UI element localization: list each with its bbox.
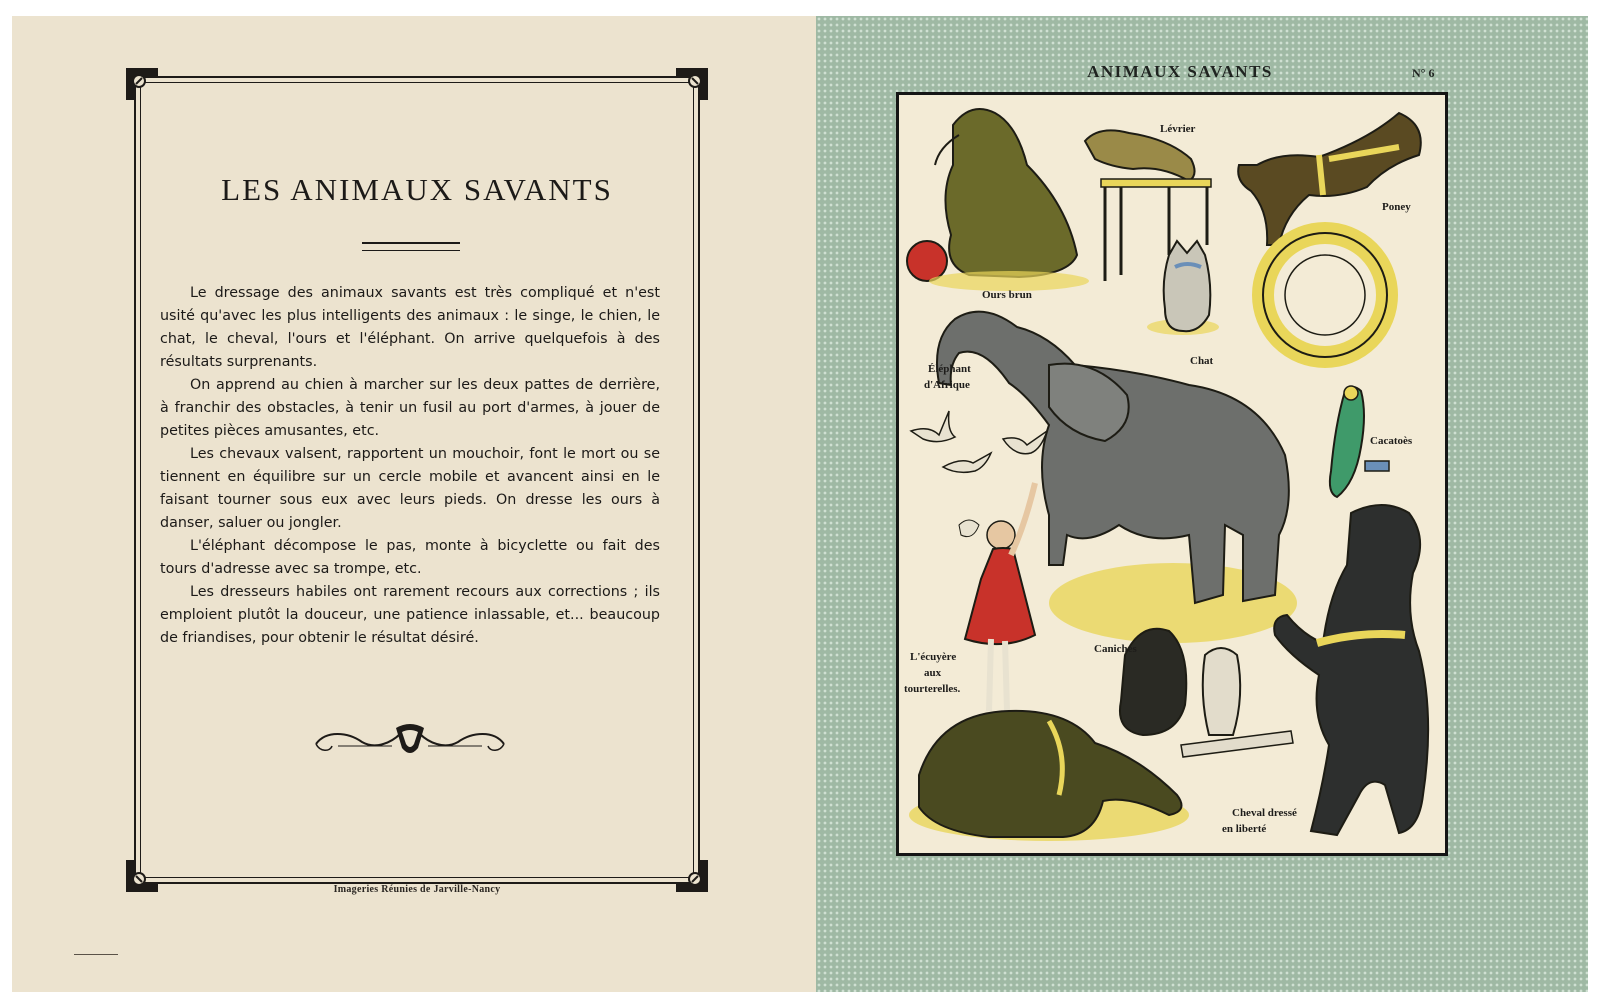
caption-ours: Ours brun <box>982 289 1032 301</box>
page-title: LES ANIMAUX SAVANTS <box>221 172 613 207</box>
paragraph: Les chevaux valsent, rapportent un mouchoir, font le mort ou se tiennent en équilibre sur un cercle mobile et avancent ainsi en le faisant tourner sous eux avec leurs pieds. On dresse les ours à danser, saluer ou jongler. <box>160 446 660 531</box>
publisher-credit: Imageries Réunies de Jarville-Nancy <box>333 884 501 895</box>
paragraph: L'éléphant décompose le pas, monte à bicyclette ou fait des tours d'adresse avec sa trompe, etc. <box>160 538 660 577</box>
cat-illustration <box>1147 241 1219 335</box>
paragraph: On apprend au chien à marcher sur les deux pattes de derrière, à franchir des obstacles, à tenir un fusil au port d'armes, à jouer de petites pièces amusantes, etc. <box>160 377 660 439</box>
caption-ecuyere-line3: tourterelles. <box>904 683 961 695</box>
doves-illustration <box>911 411 1047 472</box>
caption-cheval-line2: en liberté <box>1222 823 1267 835</box>
paragraph: Les dresseurs habiles ont rarement recours aux corrections ; ils emploient plutôt la douceur, une patience inlassable, et... beaucoup de friandises, pour obtenir le résultat désiré. <box>160 584 660 646</box>
caption-levrier: Lévrier <box>1160 123 1196 135</box>
flourish-ornament-icon <box>312 722 508 762</box>
rider-girl-illustration <box>959 483 1035 711</box>
poodles-illustration <box>1120 629 1293 757</box>
rearing-horse-illustration <box>1274 505 1428 835</box>
plate-title: ANIMAUX SAVANTS <box>1087 62 1273 81</box>
circus-animals-illustration <box>899 95 1445 853</box>
caption-chat: Chat <box>1190 355 1214 367</box>
caption-elephant-line2: d'Afrique <box>924 379 970 391</box>
caption-caniches: Caniches <box>1094 643 1137 655</box>
bear-illustration <box>907 109 1089 291</box>
caption-ecuyere-line1: L'écuyère <box>910 651 957 663</box>
corner-ornament-icon <box>126 68 158 100</box>
caption-ecuyere-line2: aux <box>924 667 942 679</box>
pony-illustration <box>1238 113 1421 357</box>
caption-cheval-line1: Cheval dressé <box>1232 807 1297 819</box>
title-underline <box>362 242 460 251</box>
caption-elephant-line1: Éléphant <box>928 363 971 375</box>
caption-poney: Poney <box>1382 201 1411 213</box>
paragraph: Le dressage des animaux savants est très compliqué et n'est usité qu'avec les plus intelligents des animaux : le singe, le chien, le chat, le cheval, l'ours et l'éléphant. On arrive quelquefois à des résultats surprenants. <box>160 285 660 370</box>
body-text <box>160 282 660 650</box>
corner-ornament-icon <box>676 68 708 100</box>
page-edge-mark <box>74 954 118 955</box>
caption-cacatoes: Cacatoès <box>1370 435 1413 447</box>
illustration-plate <box>896 92 1448 856</box>
plate-number: N° 6 <box>1412 66 1435 80</box>
